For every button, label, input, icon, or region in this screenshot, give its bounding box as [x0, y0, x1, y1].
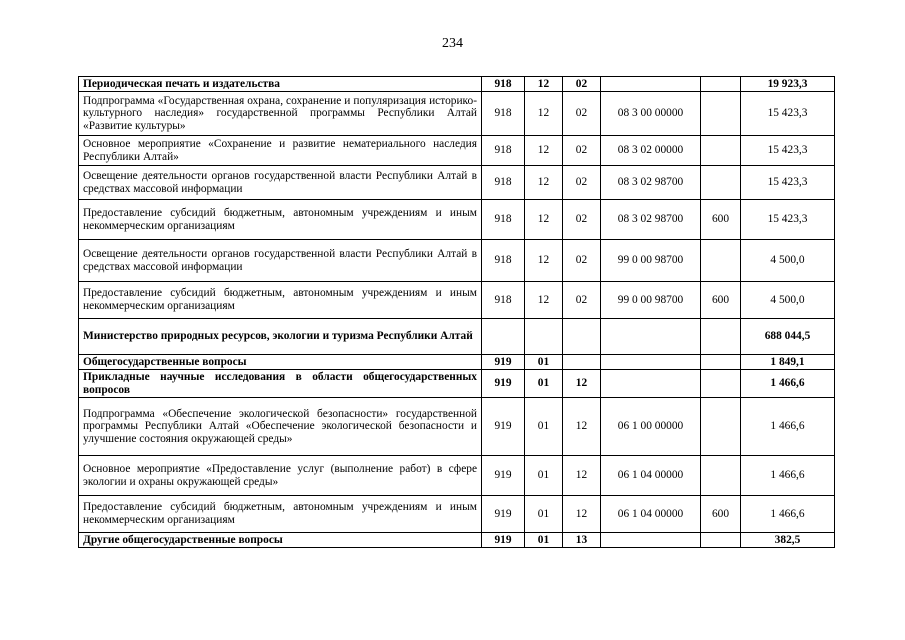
row-name: Предоставление субсидий бюджетным, автономным учреждениям и иным некоммерческим организациям [79, 200, 482, 240]
row-expense-type [701, 240, 741, 282]
row-amount: 382,5 [741, 533, 835, 548]
row-expense-type [701, 533, 741, 548]
row-target-article: 06 1 04 00000 [601, 456, 701, 496]
row-grbs-code [482, 319, 525, 355]
row-expense-type: 600 [701, 282, 741, 319]
row-subsection-code: 02 [563, 282, 601, 319]
row-grbs-code: 919 [482, 355, 525, 370]
row-target-article: 06 1 04 00000 [601, 496, 701, 533]
row-amount: 1 849,1 [741, 355, 835, 370]
row-expense-type [701, 456, 741, 496]
table-row [79, 355, 835, 370]
row-section-code: 12 [525, 136, 563, 166]
row-grbs-code: 918 [482, 282, 525, 319]
row-expense-type [701, 77, 741, 92]
row-subsection-code: 02 [563, 200, 601, 240]
row-subsection-code: 12 [563, 398, 601, 456]
row-amount: 4 500,0 [741, 282, 835, 319]
row-name: Основное мероприятие «Предоставление услуг (выполнение работ) в сфере экологии и охраны окружающей среды» [79, 456, 482, 496]
row-amount: 1 466,6 [741, 456, 835, 496]
table-row [79, 456, 835, 496]
row-subsection-code: 12 [563, 370, 601, 398]
budget-table [78, 76, 835, 548]
row-target-article [601, 370, 701, 398]
row-grbs-code: 919 [482, 533, 525, 548]
row-section-code: 12 [525, 77, 563, 92]
row-name: Прикладные научные исследования в области общегосударственных вопросов [79, 370, 482, 398]
row-section-code: 12 [525, 200, 563, 240]
row-amount: 1 466,6 [741, 496, 835, 533]
row-amount: 4 500,0 [741, 240, 835, 282]
row-section-code [525, 319, 563, 355]
row-amount: 19 923,3 [741, 77, 835, 92]
row-expense-type [701, 319, 741, 355]
row-target-article: 99 0 00 98700 [601, 240, 701, 282]
table-row [79, 77, 835, 92]
row-amount: 1 466,6 [741, 398, 835, 456]
row-subsection-code: 02 [563, 92, 601, 136]
row-expense-type [701, 166, 741, 200]
table-row [79, 496, 835, 533]
row-name: Подпрограмма «Обеспечение экологической безопасности» государственной программы Республики Алтай «Обеспечение экологической безопасности и улучшение состояния окружающей среды» [79, 398, 482, 456]
table-row [79, 533, 835, 548]
row-subsection-code: 13 [563, 533, 601, 548]
row-amount: 15 423,3 [741, 136, 835, 166]
row-subsection-code [563, 319, 601, 355]
row-expense-type [701, 136, 741, 166]
row-grbs-code: 918 [482, 136, 525, 166]
row-section-code: 01 [525, 355, 563, 370]
row-amount: 15 423,3 [741, 166, 835, 200]
row-section-code: 01 [525, 456, 563, 496]
row-name: Освещение деятельности органов государственной власти Республики Алтай в средствах массовой информации [79, 240, 482, 282]
table-row [79, 282, 835, 319]
row-target-article [601, 355, 701, 370]
row-target-article: 08 3 02 98700 [601, 166, 701, 200]
row-grbs-code: 918 [482, 77, 525, 92]
row-target-article: 08 3 02 98700 [601, 200, 701, 240]
row-name: Общегосударственные вопросы [79, 355, 482, 370]
row-expense-type: 600 [701, 496, 741, 533]
row-grbs-code: 919 [482, 370, 525, 398]
row-name: Другие общегосударственные вопросы [79, 533, 482, 548]
table-row [79, 136, 835, 166]
row-grbs-code: 919 [482, 496, 525, 533]
page-number: 234 [442, 36, 463, 51]
row-subsection-code: 02 [563, 240, 601, 282]
table-row [79, 200, 835, 240]
row-name: Предоставление субсидий бюджетным, автономным учреждениям и иным некоммерческим организациям [79, 496, 482, 533]
row-expense-type [701, 370, 741, 398]
row-target-article: 08 3 02 00000 [601, 136, 701, 166]
row-name: Периодическая печать и издательства [79, 77, 482, 92]
row-grbs-code: 918 [482, 166, 525, 200]
row-section-code: 12 [525, 282, 563, 319]
row-expense-type: 600 [701, 200, 741, 240]
row-subsection-code: 12 [563, 456, 601, 496]
row-amount: 15 423,3 [741, 92, 835, 136]
row-amount: 1 466,6 [741, 370, 835, 398]
row-subsection-code: 02 [563, 77, 601, 92]
row-name: Подпрограмма «Государственная охрана, сохранение и популяризация историко-культурного наследия» государственной программы Республики Алтай «Развитие культуры» [79, 92, 482, 136]
row-grbs-code: 918 [482, 200, 525, 240]
table-row [79, 398, 835, 456]
row-expense-type [701, 398, 741, 456]
row-section-code: 01 [525, 533, 563, 548]
row-target-article: 99 0 00 98700 [601, 282, 701, 319]
row-section-code: 01 [525, 496, 563, 533]
table-row [79, 92, 835, 136]
row-name: Основное мероприятие «Сохранение и развитие нематериального наследия Республики Алтай» [79, 136, 482, 166]
row-subsection-code: 02 [563, 136, 601, 166]
row-section-code: 12 [525, 240, 563, 282]
row-name: Предоставление субсидий бюджетным, автономным учреждениям и иным некоммерческим организациям [79, 282, 482, 319]
row-subsection-code [563, 355, 601, 370]
row-target-article: 06 1 00 00000 [601, 398, 701, 456]
table-row [79, 370, 835, 398]
table-row [79, 166, 835, 200]
row-subsection-code: 02 [563, 166, 601, 200]
row-amount: 15 423,3 [741, 200, 835, 240]
row-target-article [601, 533, 701, 548]
row-expense-type [701, 92, 741, 136]
row-section-code: 01 [525, 370, 563, 398]
table-row [79, 319, 835, 355]
row-section-code: 12 [525, 166, 563, 200]
row-grbs-code: 919 [482, 398, 525, 456]
row-grbs-code: 918 [482, 92, 525, 136]
row-name: Освещение деятельности органов государственной власти Республики Алтай в средствах массовой информации [79, 166, 482, 200]
row-section-code: 01 [525, 398, 563, 456]
row-target-article [601, 77, 701, 92]
row-target-article [601, 319, 701, 355]
row-grbs-code: 919 [482, 456, 525, 496]
row-section-code: 12 [525, 92, 563, 136]
row-name: Министерство природных ресурсов, экологии и туризма Республики Алтай [79, 319, 482, 355]
row-target-article: 08 3 00 00000 [601, 92, 701, 136]
table-row [79, 240, 835, 282]
row-subsection-code: 12 [563, 496, 601, 533]
row-grbs-code: 918 [482, 240, 525, 282]
row-amount: 688 044,5 [741, 319, 835, 355]
row-expense-type [701, 355, 741, 370]
